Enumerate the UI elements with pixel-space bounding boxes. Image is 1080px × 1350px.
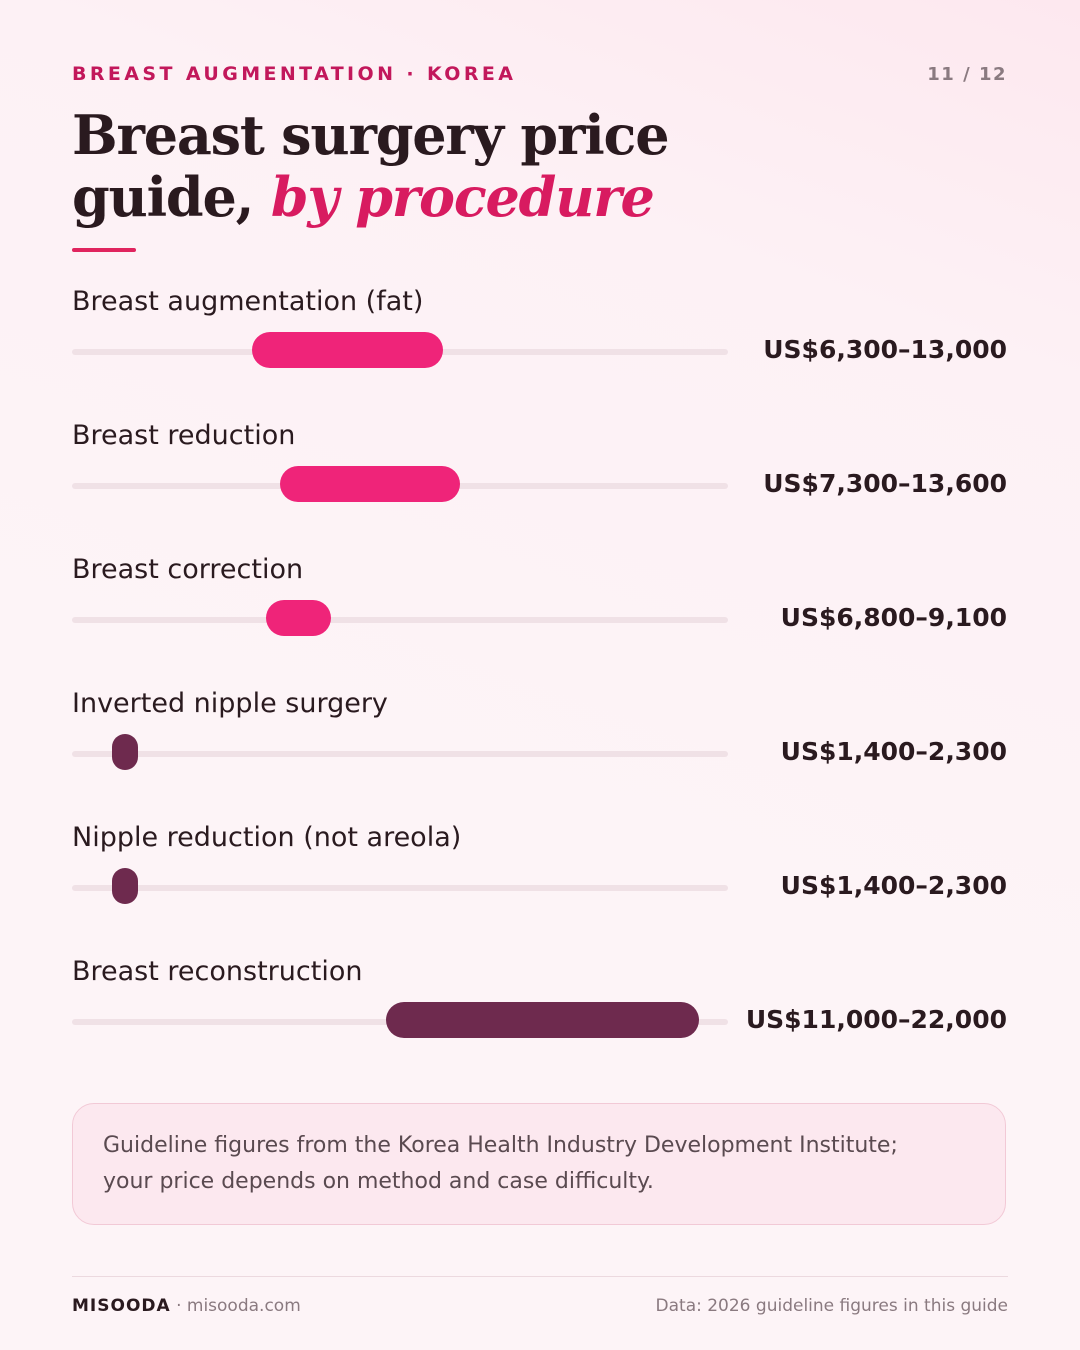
- price-range-bar: [252, 332, 443, 368]
- price-value: US$7,300–13,600: [763, 469, 1007, 498]
- page-indicator: 11 / 12: [927, 64, 1007, 85]
- price-value: US$1,400–2,300: [780, 737, 1007, 766]
- title-line-1: Breast surgery price: [72, 103, 669, 167]
- price-track: [72, 751, 728, 757]
- price-track: [72, 617, 728, 623]
- procedure-label: Breast reduction: [72, 420, 296, 451]
- procedure-label: Nipple reduction (not areola): [72, 822, 462, 853]
- procedure-label: Breast correction: [72, 554, 304, 585]
- chart-row: [0, 954, 1080, 1064]
- chart-row: [0, 552, 1080, 662]
- info-note-text: Guideline figures from the Korea Health Industry Development Institute; your price depends on method and case difficulty.: [103, 1133, 898, 1194]
- procedure-label: Inverted nipple surgery: [72, 688, 388, 719]
- price-range-bar: [112, 734, 138, 770]
- footer-divider: [72, 1276, 1008, 1277]
- price-value: US$6,300–13,000: [763, 335, 1007, 364]
- footer-brand: [72, 1294, 301, 1318]
- price-range-bar: [112, 868, 138, 904]
- brand-url: misooda.com: [186, 1296, 301, 1316]
- chart-row: [0, 418, 1080, 528]
- price-range-bar: [386, 1002, 700, 1038]
- price-value: US$6,800–9,100: [780, 603, 1007, 632]
- title-line-2-accent: by procedure: [270, 165, 654, 229]
- chart-row: [0, 820, 1080, 930]
- info-note-card: [72, 1103, 1006, 1225]
- price-value: US$11,000–22,000: [745, 1005, 1007, 1034]
- price-range-bar: [280, 466, 460, 502]
- procedure-label: Breast augmentation (fat): [72, 286, 424, 317]
- chart-row: [0, 686, 1080, 796]
- brand-name: MISOODA: [72, 1296, 171, 1316]
- price-track: [72, 885, 728, 891]
- data-source-note: Data: 2026 guideline figures in this guide: [655, 1296, 1008, 1316]
- price-range-bar: [266, 600, 332, 636]
- price-value: US$1,400–2,300: [780, 871, 1007, 900]
- title-line-2-plain: guide,: [72, 165, 271, 229]
- chart-row: [0, 284, 1080, 394]
- procedure-label: Breast reconstruction: [72, 956, 363, 987]
- brand-separator: ·: [170, 1296, 187, 1316]
- eyebrow-label: BREAST AUGMENTATION · KOREA: [72, 63, 517, 85]
